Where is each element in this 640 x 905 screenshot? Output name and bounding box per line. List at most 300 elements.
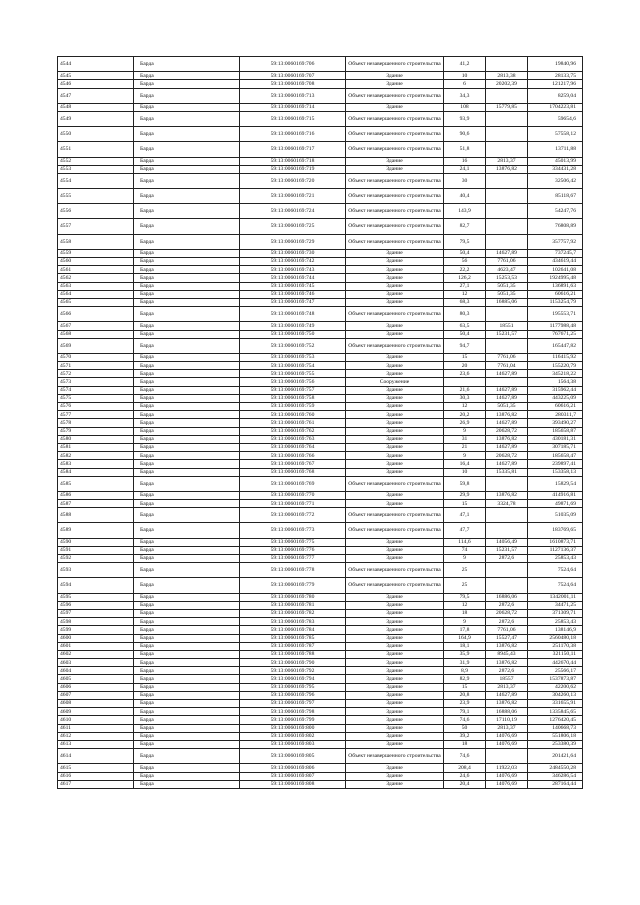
object-type-cell: Объект незавершенного строительства <box>346 111 444 126</box>
cadastral-value-cell: 253380,39 <box>528 740 583 748</box>
cadastral-value-cell: 51035,09 <box>528 508 583 523</box>
row-number: 4566 <box>58 307 134 322</box>
cadastral-number-cell: 59:13:0060169:802 <box>240 732 346 740</box>
cadastral-number-cell: 59:13:0060169:779 <box>240 578 346 593</box>
unit-value-cell: 14627,89 <box>486 370 528 378</box>
cadastral-number-cell: 59:13:0060169:714 <box>240 103 346 111</box>
unit-value-cell: 3324,78 <box>486 500 528 508</box>
unit-value-cell <box>486 189 528 204</box>
city-cell: Барда <box>134 563 240 578</box>
cadastral-number-cell: 59:13:0060169:729 <box>240 234 346 249</box>
area-cell: 18,1 <box>444 642 486 650</box>
unit-value-cell: 14076,69 <box>486 740 528 748</box>
area-cell: 74,6 <box>444 749 486 764</box>
row-number: 4546 <box>58 80 134 88</box>
unit-value-cell: 20628,72 <box>486 427 528 435</box>
cadastral-value-cell: 19840,96 <box>528 57 583 72</box>
city-cell: Барда <box>134 716 240 724</box>
unit-value-cell: 14076,69 <box>486 732 528 740</box>
table-row <box>58 500 583 508</box>
row-number: 4556 <box>58 204 134 219</box>
unit-value-cell: 2872,6 <box>486 667 528 675</box>
row-number: 4616 <box>58 772 134 780</box>
cadastral-value-cell: 1537873,87 <box>528 675 583 683</box>
table-row <box>58 111 583 126</box>
cadastral-value-cell: 1610873,71 <box>528 538 583 546</box>
city-cell: Барда <box>134 708 240 716</box>
table-row <box>58 322 583 330</box>
object-type-cell: Сооружение <box>346 378 444 386</box>
area-cell: 23,6 <box>444 370 486 378</box>
cadastral-number-cell: 59:13:0060169:761 <box>240 419 346 427</box>
cadastral-value-cell: 138146,9 <box>528 626 583 634</box>
cadastral-number-cell: 59:13:0060169:718 <box>240 157 346 165</box>
object-type-cell: Здание <box>346 394 444 402</box>
object-type-cell: Здание <box>346 403 444 411</box>
cadastral-number-cell: 59:13:0060169:771 <box>240 500 346 508</box>
table-row <box>58 538 583 546</box>
unit-value-cell: 14627,89 <box>486 386 528 394</box>
city-cell: Барда <box>134 634 240 642</box>
area-cell: 12 <box>444 403 486 411</box>
city-cell: Барда <box>134 523 240 538</box>
area-cell: 15 <box>444 683 486 691</box>
city-cell: Барда <box>134 609 240 617</box>
area-cell: 9 <box>444 555 486 563</box>
cadastral-number-cell: 59:13:0060169:769 <box>240 476 346 491</box>
cadastral-value-cell: 185658,87 <box>528 427 583 435</box>
table-row <box>58 386 583 394</box>
cadastral-number-cell: 59:13:0060169:755 <box>240 370 346 378</box>
area-cell: 27,1 <box>444 282 486 290</box>
area-cell: 114,6 <box>444 538 486 546</box>
area-cell: 23,9 <box>444 700 486 708</box>
area-cell: 41,2 <box>444 57 486 72</box>
object-type-cell: Здание <box>346 427 444 435</box>
cadastral-value-cell: 28133,75 <box>528 72 583 80</box>
object-type-cell: Здание <box>346 683 444 691</box>
area-cell: 18 <box>444 609 486 617</box>
table-row <box>58 370 583 378</box>
object-type-cell: Здание <box>346 634 444 642</box>
row-number: 4557 <box>58 219 134 234</box>
table-row <box>58 642 583 650</box>
cadastral-number-cell: 59:13:0060169:762 <box>240 427 346 435</box>
city-cell: Барда <box>134 578 240 593</box>
area-cell: 47,7 <box>444 523 486 538</box>
table-row <box>58 634 583 642</box>
cadastral-value-cell: 25853,43 <box>528 555 583 563</box>
cadastral-number-cell: 59:13:0060169:794 <box>240 675 346 683</box>
area-cell: 50,4 <box>444 330 486 338</box>
city-cell: Барда <box>134 378 240 386</box>
cadastral-number-cell: 59:13:0060169:743 <box>240 266 346 274</box>
table-row <box>58 659 583 667</box>
unit-value-cell <box>486 234 528 249</box>
cadastral-number-cell: 59:13:0060169:764 <box>240 443 346 451</box>
unit-value-cell: 14627,89 <box>486 691 528 699</box>
area-cell: 143,9 <box>444 204 486 219</box>
cadastral-value-cell: 8259,04 <box>528 88 583 103</box>
cadastral-number-cell: 59:13:0060169:806 <box>240 764 346 772</box>
area-cell: 17,8 <box>444 626 486 634</box>
unit-value-cell: 16886,06 <box>486 593 528 601</box>
cadastral-number-cell: 59:13:0060169:803 <box>240 740 346 748</box>
unit-value-cell: 17110,19 <box>486 716 528 724</box>
object-type-cell: Здание <box>346 642 444 650</box>
cadastral-number-cell: 59:13:0060169:787 <box>240 642 346 650</box>
unit-value-cell: 15231,57 <box>486 546 528 554</box>
cadastral-number-cell: 59:13:0060169:707 <box>240 72 346 80</box>
cadastral-value-cell: 7524,64 <box>528 578 583 593</box>
cadastral-value-cell: 183769,65 <box>528 523 583 538</box>
object-type-cell: Здание <box>346 659 444 667</box>
unit-value-cell: 13876,82 <box>486 659 528 667</box>
cadastral-number-cell: 59:13:0060169:752 <box>240 338 346 353</box>
cadastral-value-cell: 287164,44 <box>528 780 583 788</box>
area-cell: 93,9 <box>444 111 486 126</box>
area-cell: 79,5 <box>444 593 486 601</box>
cadastral-value-cell: 136891,63 <box>528 282 583 290</box>
unit-value-cell: 18551 <box>486 322 528 330</box>
object-type-cell: Здание <box>346 443 444 451</box>
city-cell: Барда <box>134 204 240 219</box>
unit-value-cell: 14627,89 <box>486 249 528 257</box>
row-number: 4562 <box>58 274 134 282</box>
cadastral-number-cell: 59:13:0060169:788 <box>240 650 346 658</box>
area-cell: 208,4 <box>444 764 486 772</box>
table-row <box>58 468 583 476</box>
city-cell: Барда <box>134 618 240 626</box>
table-row <box>58 249 583 257</box>
cadastral-number-cell: 59:13:0060169:746 <box>240 290 346 298</box>
area-cell: 24,1 <box>444 165 486 173</box>
table-row <box>58 127 583 142</box>
cadastral-value-cell: 1177988,48 <box>528 322 583 330</box>
unit-value-cell: 14627,89 <box>486 394 528 402</box>
table-row <box>58 508 583 523</box>
unit-value-cell: 20628,72 <box>486 609 528 617</box>
cadastral-number-cell: 59:13:0060169:776 <box>240 546 346 554</box>
unit-value-cell: 14056,49 <box>486 538 528 546</box>
area-cell: 25 <box>444 563 486 578</box>
city-cell: Барда <box>134 362 240 370</box>
object-type-cell: Объект незавершенного строительства <box>346 127 444 142</box>
cadastral-number-cell: 59:13:0060169:749 <box>240 322 346 330</box>
row-number: 4555 <box>58 189 134 204</box>
unit-value-cell <box>486 476 528 491</box>
row-number: 4581 <box>58 443 134 451</box>
object-type-cell: Здание <box>346 626 444 634</box>
cadastral-number-cell: 59:13:0060169:724 <box>240 204 346 219</box>
area-cell: 108 <box>444 103 486 111</box>
object-type-cell: Здание <box>346 460 444 468</box>
unit-value-cell <box>486 142 528 157</box>
row-number: 4608 <box>58 700 134 708</box>
city-cell: Барда <box>134 749 240 764</box>
city-cell: Барда <box>134 157 240 165</box>
cadastral-number-cell: 59:13:0060169:777 <box>240 555 346 563</box>
cadastral-number-cell: 59:13:0060169:753 <box>240 353 346 361</box>
cadastral-value-cell: 102641,08 <box>528 266 583 274</box>
row-number: 4589 <box>58 523 134 538</box>
row-number: 4573 <box>58 378 134 386</box>
city-cell: Барда <box>134 772 240 780</box>
unit-value-cell: 2872,6 <box>486 601 528 609</box>
cadastral-number-cell: 59:13:0060169:783 <box>240 618 346 626</box>
table-row <box>58 452 583 460</box>
city-cell: Барда <box>134 546 240 554</box>
unit-value-cell <box>486 219 528 234</box>
city-cell: Барда <box>134 683 240 691</box>
city-cell: Барда <box>134 88 240 103</box>
city-cell: Барда <box>134 538 240 546</box>
object-type-cell: Объект незавершенного строительства <box>346 142 444 157</box>
object-type-cell: Объект незавершенного строительства <box>346 749 444 764</box>
cadastral-number-cell: 59:13:0060169:708 <box>240 80 346 88</box>
cadastral-value-cell: 334431,28 <box>528 165 583 173</box>
table-row <box>58 460 583 468</box>
table-row <box>58 234 583 249</box>
area-cell: 94,7 <box>444 338 486 353</box>
unit-value-cell: 7761,06 <box>486 258 528 266</box>
cadastral-number-cell: 59:13:0060169:784 <box>240 626 346 634</box>
unit-value-cell: 2872,6 <box>486 555 528 563</box>
city-cell: Барда <box>134 298 240 306</box>
row-number: 4583 <box>58 460 134 468</box>
city-cell: Барда <box>134 764 240 772</box>
table-row <box>58 298 583 306</box>
area-cell: 12 <box>444 290 486 298</box>
cadastral-value-cell: 1924995,48 <box>528 274 583 282</box>
row-number: 4609 <box>58 708 134 716</box>
cadastral-value-cell: 737245,7 <box>528 249 583 257</box>
city-cell: Барда <box>134 234 240 249</box>
object-type-cell: Здание <box>346 282 444 290</box>
cadastral-number-cell: 59:13:0060169:778 <box>240 563 346 578</box>
object-type-cell: Здание <box>346 732 444 740</box>
row-number: 4577 <box>58 411 134 419</box>
unit-value-cell <box>486 111 528 126</box>
row-number: 4582 <box>58 452 134 460</box>
row-number: 4604 <box>58 667 134 675</box>
cadastral-number-cell: 59:13:0060169:782 <box>240 609 346 617</box>
cadastral-number-cell: 59:13:0060169:770 <box>240 491 346 499</box>
unit-value-cell: 7761,06 <box>486 626 528 634</box>
object-type-cell: Объект незавершенного строительства <box>346 307 444 322</box>
row-number: 4570 <box>58 353 134 361</box>
cadastral-value-cell: 45013,99 <box>528 157 583 165</box>
area-cell: 40,4 <box>444 189 486 204</box>
table-row <box>58 338 583 353</box>
table-row <box>58 411 583 419</box>
object-type-cell: Здание <box>346 330 444 338</box>
area-cell: 68,3 <box>444 298 486 306</box>
table-row <box>58 362 583 370</box>
table-row <box>58 780 583 788</box>
table-row <box>58 546 583 554</box>
cadastral-value-cell: 2560480,18 <box>528 634 583 642</box>
table-row <box>58 523 583 538</box>
cadastral-value-cell: 434619,44 <box>528 258 583 266</box>
object-type-cell: Объект незавершенного строительства <box>346 234 444 249</box>
city-cell: Барда <box>134 555 240 563</box>
row-number: 4574 <box>58 386 134 394</box>
object-type-cell: Здание <box>346 650 444 658</box>
cadastral-value-cell: 15829,54 <box>528 476 583 491</box>
city-cell: Барда <box>134 780 240 788</box>
row-number: 4591 <box>58 546 134 554</box>
object-type-cell: Здание <box>346 370 444 378</box>
cadastral-value-cell: 1335845,65 <box>528 708 583 716</box>
cadastral-number-cell: 59:13:0060169:795 <box>240 683 346 691</box>
table-row <box>58 716 583 724</box>
city-cell: Барда <box>134 476 240 491</box>
cadastral-value-cell: 307185,71 <box>528 443 583 451</box>
unit-value-cell: 14076,69 <box>486 780 528 788</box>
row-number: 4559 <box>58 249 134 257</box>
row-number: 4584 <box>58 468 134 476</box>
object-type-cell: Здание <box>346 691 444 699</box>
row-number: 4603 <box>58 659 134 667</box>
table-row <box>58 683 583 691</box>
city-cell: Барда <box>134 127 240 142</box>
unit-value-cell: 13876,82 <box>486 491 528 499</box>
row-number: 4580 <box>58 435 134 443</box>
object-type-cell: Здание <box>346 258 444 266</box>
cadastral-value-cell: 185658,47 <box>528 452 583 460</box>
area-cell: 10 <box>444 72 486 80</box>
cadastral-value-cell: 371309,71 <box>528 609 583 617</box>
area-cell: 24,6 <box>444 772 486 780</box>
row-number: 4579 <box>58 427 134 435</box>
row-number: 4598 <box>58 618 134 626</box>
cadastral-number-cell: 59:13:0060169:781 <box>240 601 346 609</box>
unit-value-cell: 15335,81 <box>486 468 528 476</box>
area-cell: 26,9 <box>444 419 486 427</box>
unit-value-cell <box>486 173 528 188</box>
object-type-cell: Здание <box>346 322 444 330</box>
cadastral-value-cell: 393490,27 <box>528 419 583 427</box>
city-cell: Барда <box>134 111 240 126</box>
table-row <box>58 593 583 601</box>
table-row <box>58 578 583 593</box>
unit-value-cell: 15253,53 <box>486 274 528 282</box>
unit-value-cell <box>486 578 528 593</box>
city-cell: Барда <box>134 142 240 157</box>
city-cell: Барда <box>134 290 240 298</box>
city-cell: Барда <box>134 258 240 266</box>
table-body <box>58 57 583 789</box>
row-number: 4614 <box>58 749 134 764</box>
object-type-cell: Объект незавершенного строительства <box>346 523 444 538</box>
table-row <box>58 609 583 617</box>
area-cell: 20,4 <box>444 780 486 788</box>
area-cell: 164,9 <box>444 634 486 642</box>
cadastral-number-cell: 59:13:0060169:730 <box>240 249 346 257</box>
cadastral-number-cell: 59:13:0060169:766 <box>240 452 346 460</box>
cadastral-number-cell: 59:13:0060169:790 <box>240 659 346 667</box>
city-cell: Барда <box>134 740 240 748</box>
city-cell: Барда <box>134 403 240 411</box>
cadastral-number-cell: 59:13:0060169:716 <box>240 127 346 142</box>
object-type-cell: Объект незавершенного строительства <box>346 88 444 103</box>
area-cell <box>444 378 486 386</box>
area-cell: 79,1 <box>444 708 486 716</box>
city-cell: Барда <box>134 353 240 361</box>
row-number: 4567 <box>58 322 134 330</box>
object-type-cell: Объект незавершенного строительства <box>346 578 444 593</box>
row-number: 4576 <box>58 403 134 411</box>
cadastral-number-cell: 59:13:0060169:763 <box>240 435 346 443</box>
table-row <box>58 691 583 699</box>
unit-value-cell: 8945,43 <box>486 650 528 658</box>
row-number: 4592 <box>58 555 134 563</box>
object-type-cell: Здание <box>346 667 444 675</box>
area-cell: 20 <box>444 362 486 370</box>
city-cell: Барда <box>134 274 240 282</box>
city-cell: Барда <box>134 460 240 468</box>
row-number: 4607 <box>58 691 134 699</box>
cadastral-number-cell: 59:13:0060169:715 <box>240 111 346 126</box>
unit-value-cell <box>486 88 528 103</box>
city-cell: Барда <box>134 80 240 88</box>
object-type-cell: Здание <box>346 419 444 427</box>
cadastral-number-cell: 59:13:0060169:754 <box>240 362 346 370</box>
cadastral-value-cell: 345218,22 <box>528 370 583 378</box>
object-type-cell: Здание <box>346 266 444 274</box>
unit-value-cell: 18557 <box>486 675 528 683</box>
area-cell: 63,5 <box>444 322 486 330</box>
row-number: 4558 <box>58 234 134 249</box>
unit-value-cell: 5051,35 <box>486 403 528 411</box>
table-row <box>58 353 583 361</box>
cadastral-value-cell: 2484550,28 <box>528 764 583 772</box>
table-row <box>58 219 583 234</box>
cadastral-number-cell: 59:13:0060169:758 <box>240 394 346 402</box>
row-number: 4605 <box>58 675 134 683</box>
table-row <box>58 80 583 88</box>
row-number: 4553 <box>58 165 134 173</box>
area-cell: 16 <box>444 157 486 165</box>
cadastral-value-cell: 155220,79 <box>528 362 583 370</box>
unit-value-cell <box>486 127 528 142</box>
city-cell: Барда <box>134 452 240 460</box>
row-number: 4594 <box>58 578 134 593</box>
cadastral-value-cell: 195553,71 <box>528 307 583 322</box>
cadastral-value-cell: 1704223,81 <box>528 103 583 111</box>
area-cell: 9 <box>444 618 486 626</box>
row-number: 4568 <box>58 330 134 338</box>
cadastral-value-cell: 1153254,79 <box>528 298 583 306</box>
cadastral-value-cell: 442670,44 <box>528 659 583 667</box>
cadastral-number-cell: 59:13:0060169:760 <box>240 411 346 419</box>
area-cell: 50,4 <box>444 249 486 257</box>
row-number: 4615 <box>58 764 134 772</box>
city-cell: Барда <box>134 370 240 378</box>
cadastral-value-cell: 430181,31 <box>528 435 583 443</box>
cadastral-value-cell: 201421,64 <box>528 749 583 764</box>
unit-value-cell: 2813,37 <box>486 157 528 165</box>
cadastral-value-cell: 59654,6 <box>528 111 583 126</box>
area-cell: 21 <box>444 443 486 451</box>
unit-value-cell: 13876,82 <box>486 165 528 173</box>
cadastral-value-cell: 85118,67 <box>528 189 583 204</box>
table-row <box>58 274 583 282</box>
row-number: 4595 <box>58 593 134 601</box>
city-cell: Барда <box>134 386 240 394</box>
cadastral-value-cell: 57558,12 <box>528 127 583 142</box>
